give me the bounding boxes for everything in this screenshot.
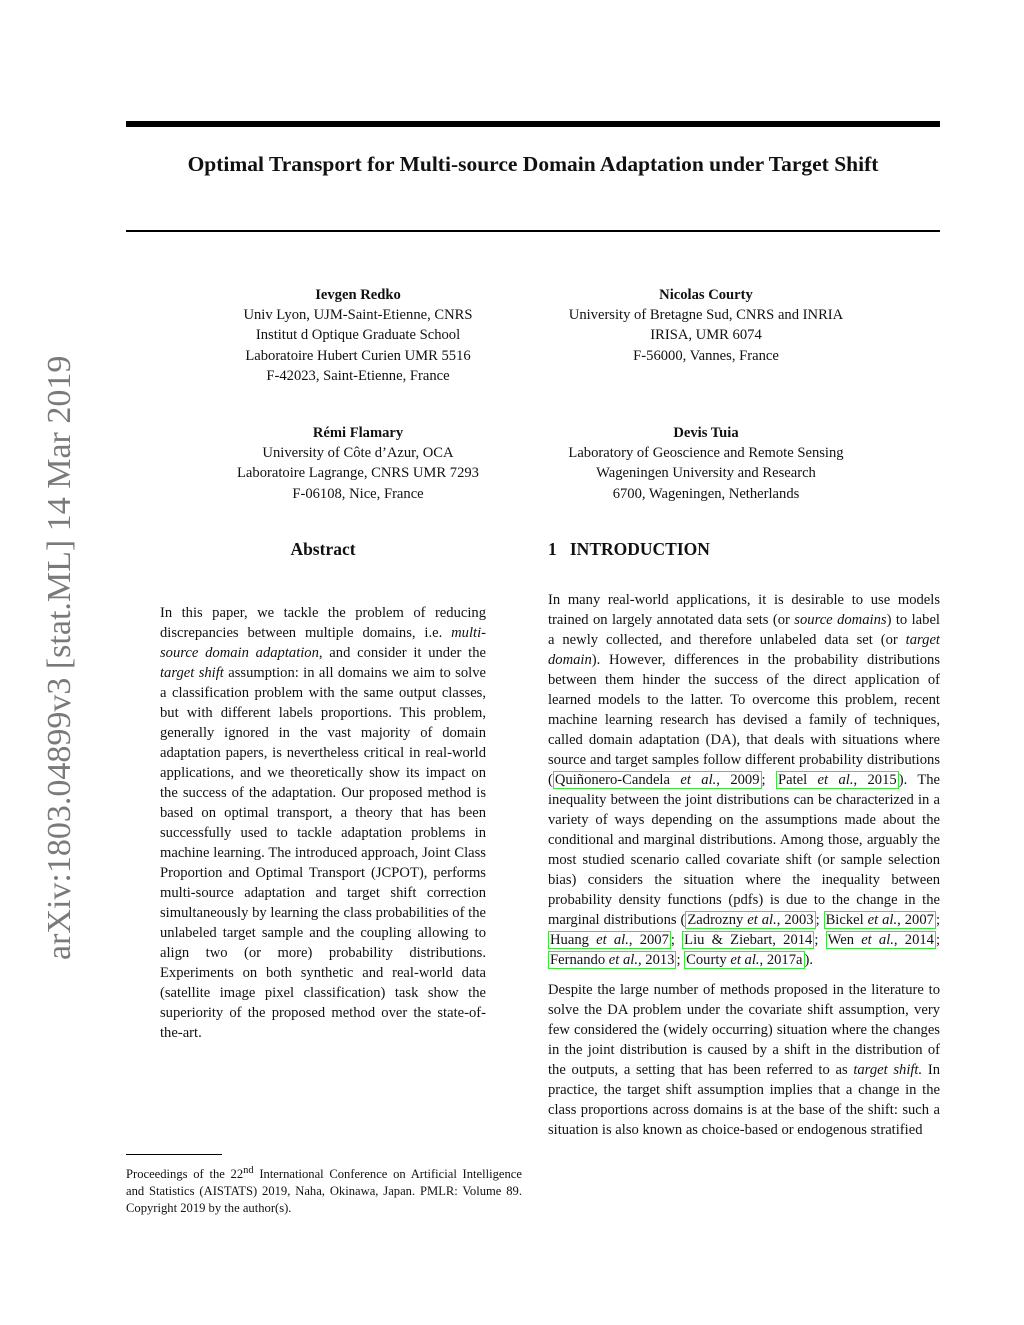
author-affiliation-line: Univ Lyon, UJM-Saint-Etienne, CNRS (243, 307, 473, 324)
citation-link[interactable]: Liu & Ziebart, 2014 (684, 932, 813, 948)
author-block-redko (200, 285, 516, 386)
author-affiliation-line: Wageningen University and Research (596, 465, 816, 482)
footnote: Proceedings of the 22nd International Conference on Artificial Intelligence and Statistics (AISTATS) 2019, Naha, Okinawa, Japan. PMLR: Volume 89. Copyright 2019 by the author(s). (126, 1165, 522, 1216)
author-affiliation-line: Laboratoire Lagrange, CNRS UMR 7293 (237, 465, 479, 482)
author-block-tuia (520, 423, 892, 504)
citation-link[interactable]: Wen et al., 2014 (827, 932, 934, 948)
abstract-body: In this paper, we tackle the problem of reducing discrepancies between multiple domains, i.e. multi-source domain adaptation, and consider it under the target shift assumption: in all domains we aim to solve a classification problem with the same output classes, but with different labels proportions. This problem, generally ignored in the vast majority of domain adaptation papers, is nevertheless critical in real-world applications, and we theoretically show its impact on the success of the adaptation. Our proposed method is based on optimal transport, a theory that has been successfully used to tackle adaptation problems in machine learning. The introduced approach, Joint Class Proportion and Optimal Transport (JCPOT), performs multi-source adaptation and target shift correction simultaneously by learning the class probabilities of the unlabeled target sample and the coupling allowing to align two (or more) probability distributions. Experiments on both synthetic and real-world data (satellite image pixel classification) task show the superiority of the proposed method over the state-of-the-art. (160, 605, 486, 1041)
title-top-rule (126, 121, 940, 127)
intro-heading (548, 539, 940, 560)
citation-link[interactable]: Huang et al., 2007 (550, 932, 669, 948)
author-affiliation-line: IRISA, UMR 6074 (650, 327, 762, 344)
author-affiliation-line: F-56000, Vannes, France (633, 347, 779, 364)
author-name: Rémi Flamary (312, 425, 404, 441)
author-affiliation-line: Institut d Optique Graduate School (255, 327, 461, 344)
citation-link[interactable]: Bickel et al., 2007 (825, 912, 934, 928)
citation-link[interactable]: Patel et al., 2015 (777, 772, 897, 788)
arxiv-identifier: arXiv:1803.04899v3 [stat.ML] 14 Mar 2019 (41, 355, 78, 960)
author-affiliation-line: F-42023, Saint-Etienne, France (266, 367, 450, 384)
author-affiliation-line: University of Bretagne Sud, CNRS and INRIA (568, 307, 844, 324)
footnote-rule (126, 1154, 222, 1155)
abstract-emphasis: multi-source domain adaptation (160, 625, 486, 661)
author-affiliation-line: F-06108, Nice, France (292, 485, 424, 502)
author-affiliation-line: University of Côte d’Azur, OCA (262, 445, 454, 462)
title-bottom-rule (126, 230, 940, 232)
author-name: Nicolas Courty (659, 287, 753, 303)
author-name: Devis Tuia (673, 425, 739, 441)
citation-link[interactable]: Fernando et al., 2013 (550, 952, 675, 968)
author-block-flamary (200, 423, 516, 504)
abstract-heading: Abstract (290, 539, 356, 559)
author-name: Ievgen Redko (315, 287, 401, 303)
author-affiliation-line: Laboratoire Hubert Curien UMR 5516 (245, 347, 471, 364)
section-number: 1 (548, 539, 557, 559)
intro-body (548, 590, 940, 1150)
paper-title: Optimal Transport for Multi-source Domain Adaptation under Target Shift (187, 152, 879, 176)
author-affiliation-line: Laboratory of Geoscience and Remote Sensing (568, 445, 844, 462)
intro-paragraph-2: Despite the large number of methods proposed in the literature to solve the DA problem under the covariate shift assumption, very few considered the (widely occurring) situation where the changes in the joint distribution is caused by a shift in the distribution of the outputs, a setting that has been referred to as target shift. In practice, the target shift assumption implies that a change in the class proportions across domains is at the base of the shift: such a situation is also known as choice-based or endogenous stratified (548, 982, 940, 1138)
citation-link[interactable]: Quiñonero-Candela et al., 2009 (554, 772, 760, 788)
abstract-emphasis: target shift (160, 665, 224, 681)
author-affiliation-line: 6700, Wageningen, Netherlands (612, 485, 800, 502)
citation-link[interactable]: Courty et al., 2017a (686, 952, 803, 968)
section-title: INTRODUCTION (569, 539, 710, 559)
intro-paragraph-1: In many real-world applications, it is desirable to use models trained on largely annotated data sets (or source domains) to label a newly collected, and therefore unlabeled data set (or target domain). However, differences in the probability distributions between them hinder the success of the direct application of learned models to the latter. To overcome this problem, recent machine learning research has devised a family of techniques, called domain adaptation (DA), that deals with situations where source and target samples follow different probability distributions ( Quiñonero-Candela et al., 2009 ; Patel et al., 2015 ). The inequality between the joint distributions can be characterized in a variety of ways depending on the assumptions made about the conditional and marginal distributions. Among those, arguably the most studied scenario called covariate shift (or sample selection bias) considers the situation where the inequality between probability density functions (pdfs) is due to the change in the marginal distributions ( Zadrozny et al., 2003 ; Bickel et al., 2007 ; Huang et al., 2007 ; Liu & Ziebart, 2014 ; Wen et al., 2014 ; Fernando et al., 2013 ; Courty et al., 2017a ). (548, 592, 941, 968)
author-block-courty (520, 285, 892, 366)
citation-link[interactable]: Zadrozny et al., 2003 (687, 912, 814, 928)
